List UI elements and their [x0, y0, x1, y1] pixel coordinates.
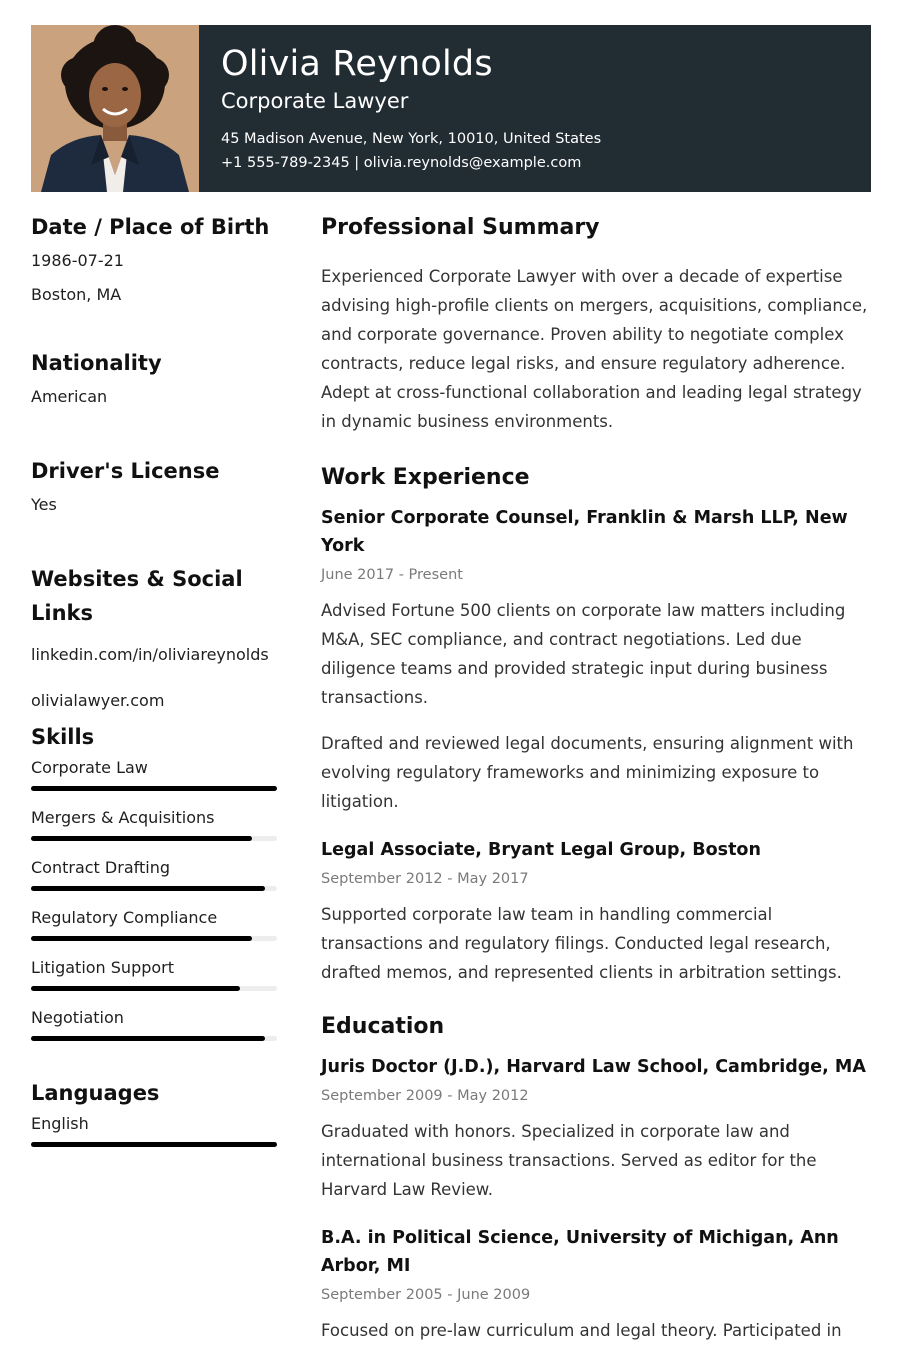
skill-bar-track [31, 986, 277, 991]
skill-item [31, 854, 277, 904]
languages-heading: Languages [31, 1081, 160, 1105]
sidebar [31, 210, 277, 1160]
education-section [321, 1009, 873, 1345]
skill-name: Regulatory Compliance [31, 908, 218, 927]
language-bar-fill [31, 1142, 277, 1147]
birth-place: Boston, MA [31, 285, 122, 304]
main-content [321, 210, 873, 1345]
candidate-contact: +1 555-789-2345 | olivia.reynolds@example.com [221, 155, 582, 171]
portrait-photo-icon [31, 25, 199, 192]
language-item [31, 1110, 277, 1160]
nationality-section [31, 346, 277, 414]
link-website[interactable]: olivialawyer.com [31, 691, 165, 710]
skill-bar-fill [31, 886, 265, 891]
job-title: Legal Associate, Bryant Legal Group, Boston [321, 840, 761, 860]
summary-section [321, 210, 873, 436]
job-entry [321, 504, 873, 816]
summary-heading: Professional Summary [321, 215, 600, 240]
skill-bar-fill [31, 986, 240, 991]
job-entry [321, 836, 873, 987]
skill-name: Mergers & Acquisitions [31, 808, 215, 827]
skill-name: Negotiation [31, 1008, 124, 1027]
job-description: Advised Fortune 500 clients on corporate law matters including M&A, SEC compliance, and contract negotiations. Led due diligence teams and provided strategic input during business transactions. [321, 601, 846, 707]
skill-bar-track [31, 836, 277, 841]
job-description: Drafted and reviewed legal documents, ensuring alignment with evolving regulatory frameworks and minimizing exposure to litigation. [321, 734, 854, 811]
birth-section [31, 210, 277, 312]
summary-text: Experienced Corporate Lawyer with over a decade of expertise advising high-profile clients on mergers, acquisitions, compliance, and corporate governance. Proven ability to negotiate complex contracts, reduce legal risks, and ensure regulatory adherence. Adept at cross-functional collaboration and leading legal strategy in dynamic business environments. [321, 267, 868, 431]
links-section [31, 562, 277, 718]
license-value: Yes [31, 495, 57, 514]
header-info [199, 25, 871, 192]
skill-name: Corporate Law [31, 758, 148, 777]
skill-name: Contract Drafting [31, 858, 170, 877]
experience-section [321, 460, 873, 987]
education-date: September 2009 - May 2012 [321, 1088, 529, 1104]
education-entry [321, 1224, 873, 1345]
job-date: September 2012 - May 2017 [321, 871, 529, 887]
skill-bar-fill [31, 936, 252, 941]
resume-header [31, 25, 871, 192]
candidate-role: Corporate Lawyer [221, 89, 409, 113]
education-heading: Education [321, 1014, 445, 1039]
nationality-heading: Nationality [31, 351, 162, 375]
language-name: English [31, 1114, 89, 1133]
education-title: Juris Doctor (J.D.), Harvard Law School, Cambridge, MA [321, 1057, 866, 1077]
job-description: Supported corporate law team in handling commercial transactions and regulatory filings. Conducted legal research, drafted memos, and represented clients in arbitration settings. [321, 905, 842, 982]
skill-name: Litigation Support [31, 958, 175, 977]
skill-item [31, 904, 277, 954]
birth-heading: Date / Place of Birth [31, 215, 270, 239]
license-heading: Driver's License [31, 459, 220, 483]
profile-photo [31, 25, 199, 192]
job-title: Senior Corporate Counsel, Franklin & Marsh LLP, New York [321, 508, 848, 556]
skills-heading: Skills [31, 725, 95, 749]
skill-item [31, 754, 277, 804]
experience-heading: Work Experience [321, 465, 530, 490]
candidate-address: 45 Madison Avenue, New York, 10010, United States [221, 131, 602, 147]
candidate-name: Olivia Reynolds [221, 44, 493, 84]
skill-bar-fill [31, 786, 277, 791]
skill-item [31, 954, 277, 1004]
links-heading: Websites & Social Links [31, 567, 243, 625]
skill-item [31, 1004, 277, 1054]
education-entry [321, 1053, 873, 1204]
skill-bar-fill [31, 1036, 265, 1041]
link-linkedin[interactable]: linkedin.com/in/oliviareynolds [31, 645, 269, 664]
birth-date: 1986-07-21 [31, 251, 124, 270]
languages-section [31, 1076, 277, 1160]
skill-bar-track [31, 786, 277, 791]
skill-bar-fill [31, 836, 252, 841]
education-date: September 2005 - June 2009 [321, 1287, 531, 1303]
skill-bar-track [31, 886, 277, 891]
license-section [31, 454, 277, 522]
skill-bar-track [31, 1036, 277, 1041]
education-description: Graduated with honors. Specialized in corporate law and international business transactions. Served as editor for the Harvard Law Review. [321, 1122, 817, 1199]
education-title: B.A. in Political Science, University of Michigan, Ann Arbor, MI [321, 1228, 839, 1276]
nationality-value: American [31, 387, 108, 406]
job-date: June 2017 - Present [321, 567, 463, 583]
education-description: Focused on pre-law curriculum and legal theory. Participated in [321, 1321, 842, 1340]
skill-item [31, 804, 277, 854]
language-bar-track [31, 1142, 277, 1147]
skills-section [31, 720, 277, 1054]
skill-bar-track [31, 936, 277, 941]
